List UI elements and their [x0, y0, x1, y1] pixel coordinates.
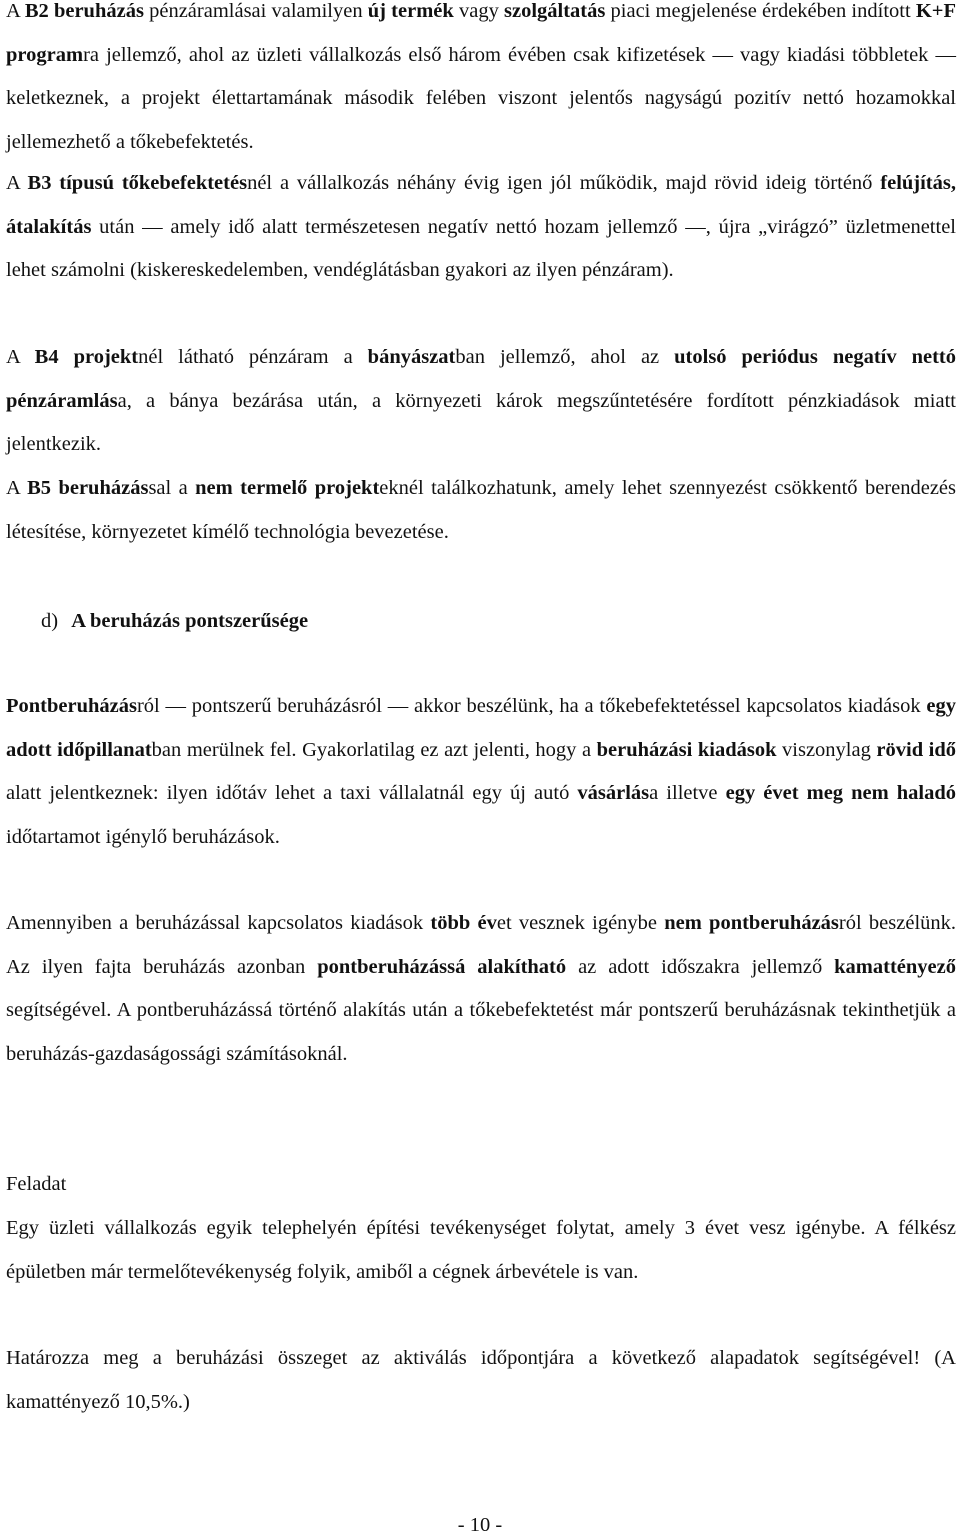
- text-run: pénzáramlásai valamilyen: [143, 0, 368, 22]
- bold-text-run: pontberuházássá alakítható: [317, 955, 567, 978]
- paragraph-pontberuhazas: [6, 685, 956, 859]
- text-run: eknél találkozhatunk, amely lehet szennyezést csökkentő berendezés létesítése, környezetet kímélő technológia bevezetése.: [6, 477, 956, 543]
- text-run: Egy üzleti vállalkozás egyik telephelyén építési tevékenységet folytat, amely 3 évet vesz igénybe. A félkész épületben már termelőtevékenység folyik, amiből a cégnek árbevétele is van.: [6, 1217, 956, 1283]
- text-run: A: [6, 172, 28, 194]
- bold-text-run: B5 beruházás: [27, 477, 149, 499]
- bold-text-run: B4 projekt: [34, 346, 139, 368]
- bold-text-run: nem pontberuházás: [664, 912, 839, 934]
- text-run: Amennyiben a beruházással kapcsolatos kiadások: [6, 912, 431, 934]
- text-run: A: [6, 477, 28, 499]
- text-run: vagy: [453, 0, 504, 22]
- paragraph-b4-project: [6, 336, 956, 467]
- bold-text-run: beruházási kiadások: [596, 738, 777, 761]
- text-run: sal a: [148, 477, 196, 499]
- bold-text-run: rövid idő: [876, 738, 956, 761]
- text-run: időtartamot igénylő beruházások.: [6, 825, 280, 848]
- text-run: nél látható pénzáram a: [138, 346, 368, 368]
- text-run: A: [6, 0, 25, 22]
- text-run: segítségével. A pontberuházássá történő alakítás után a tőkebefektetést már pontszerű beruházásnak tekinthetjük a beruházás-gazdaságossági számításoknál.: [6, 999, 956, 1065]
- text-run: ról — pontszerű beruházásról — akkor beszélünk, ha a tőkebefektetéssel kapcsolatos kiadások: [136, 695, 927, 717]
- section-title: A beruházás pontszerűsége: [71, 610, 309, 632]
- text-run: A: [6, 346, 35, 368]
- bold-text-run: új termék: [367, 0, 454, 22]
- bold-text-run: vásárlás: [577, 782, 650, 804]
- paragraph-task-1: [6, 1207, 956, 1294]
- bold-text-run: kamattényező: [834, 955, 956, 978]
- bold-text-run: nem termelő: [195, 477, 308, 499]
- bold-text-run: Pontberuházás: [6, 695, 137, 717]
- bold-text-run: K+F program: [6, 0, 956, 66]
- paragraph-b2-investment: [6, 0, 956, 164]
- text-run: ban merülnek fel. Gyakorlatilag ez azt jelenti, hogy a: [151, 738, 597, 761]
- text-run: et vesznek igénybe: [496, 912, 665, 934]
- bold-text-run: több év: [430, 912, 497, 934]
- paragraph-task-2: [6, 1337, 956, 1424]
- text-run: alatt jelentkeznek: ilyen időtáv lehet a taxi vállalatnál egy új autó: [6, 782, 578, 804]
- bold-text-run: B2 beruházás: [24, 0, 144, 22]
- text-run: a, a bánya bezárása után, a környezeti károk megszűntetésére fordított pénzkiadások miatt jelentkezik.: [6, 389, 956, 455]
- bold-text-run: utolsó periódus negatív nettó pénzáramlás: [6, 346, 956, 412]
- text-run: az adott időszakra jellemző: [566, 955, 835, 978]
- text-run: viszonylag: [776, 738, 877, 761]
- task-heading: Feladat: [6, 1173, 67, 1195]
- bold-text-run: szolgáltatás: [504, 0, 606, 22]
- text-run: ban jellemző, ahol az: [455, 346, 675, 368]
- text-run: piaci megjelenése érdekében indított: [605, 0, 916, 22]
- paragraph-b5-investment: [6, 467, 956, 554]
- paragraph-b3-investment: [6, 162, 956, 293]
- bold-text-run: bányászat: [367, 346, 456, 368]
- bold-text-run: B3 típusú tőkebefektetés: [27, 172, 248, 194]
- text-run: [307, 477, 314, 499]
- text-run: ra jellemző, ahol az üzleti vállalkozás első három évében csak kifizetések — vagy kiadási többletek — keletkeznek, a projekt élettartamának második felében viszont jelentős nagyságú pozitív nettó hozamokkal jellemezhető a tőkebefektetés.: [6, 43, 956, 153]
- text-run: ról beszélünk. Az ilyen fajta beruházás azonban: [6, 912, 957, 978]
- section-heading-d: [41, 600, 308, 644]
- section-label: d): [41, 610, 59, 632]
- text-run: Határozza meg a beruházási összeget az aktiválás időpontjára a következő alapadatok segítségével! (A kamattényező 10,5%.): [6, 1347, 956, 1413]
- bold-text-run: egy adott időpillanat: [6, 695, 956, 761]
- bold-text-run: projekt: [314, 477, 380, 499]
- bold-text-run: felújítás, átalakítás: [6, 172, 956, 238]
- bold-text-run: egy évet meg nem haladó: [725, 782, 956, 804]
- text-run: nél a vállalkozás néhány évig igen jól működik, majd rövid ideig történő: [247, 172, 881, 194]
- paragraph-pontberuhazas-2: [6, 902, 956, 1076]
- page-number: - 10 -: [457, 1514, 503, 1536]
- text-run: után — amely idő alatt természetesen negatív nettó hozam jellemző —, újra „virágzó” üzletmenettel lehet számolni (kiskereskedelemben, vendéglátásban gyakori az ilyen pénzáram).: [6, 215, 956, 281]
- text-run: a illetve: [649, 782, 726, 804]
